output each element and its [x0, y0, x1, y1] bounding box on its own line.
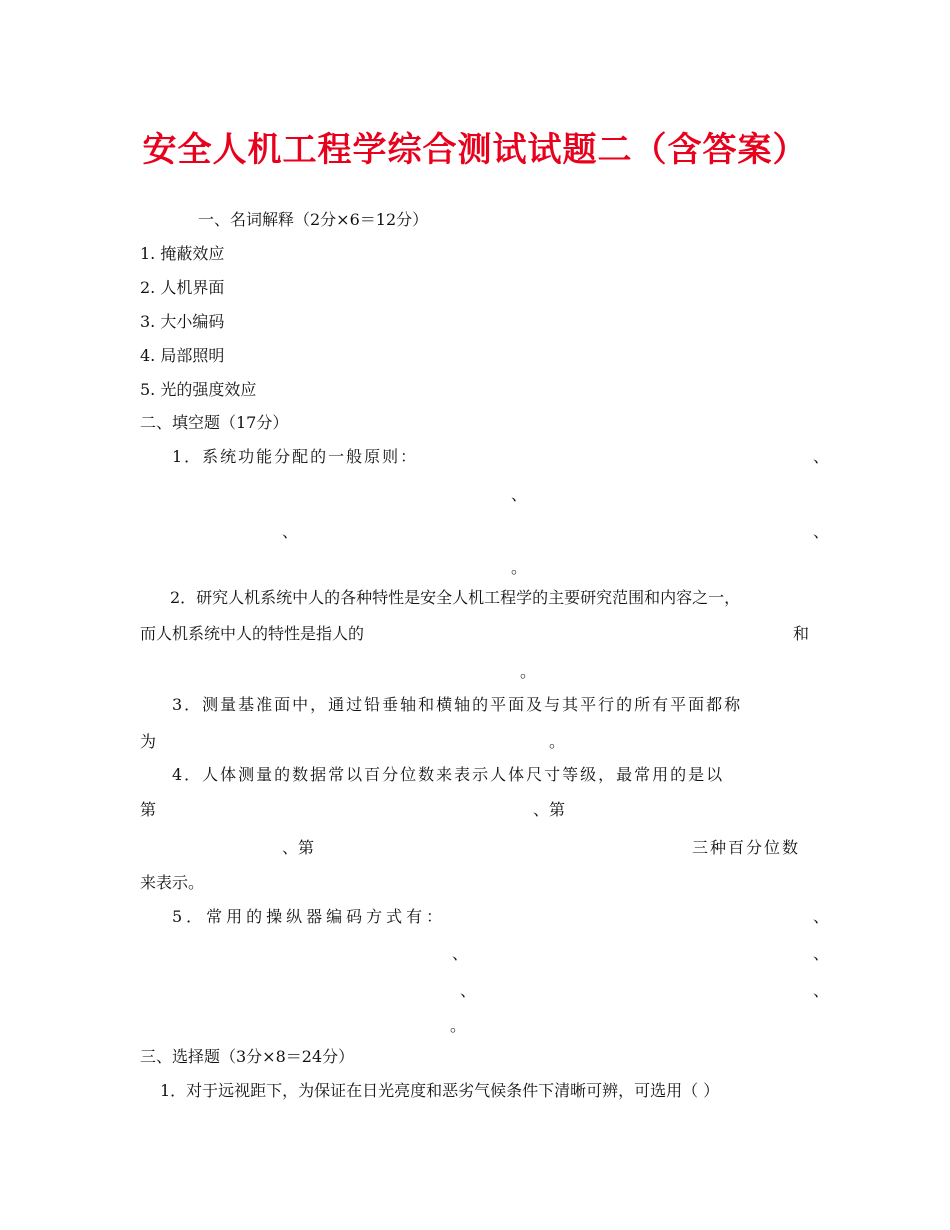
s1-item-1: 1. 掩蔽效应 — [140, 244, 225, 263]
s1-item-5: 5. 光的强度效应 — [140, 380, 257, 399]
s1-item-4: 4. 局部照明 — [140, 346, 225, 365]
s1-item-3: 3. 大小编码 — [140, 312, 225, 331]
s2-q4-line-2b: 、第 — [533, 800, 566, 819]
s2-q2-line-2: 而人机系统中人的特性是指人的 — [140, 624, 365, 643]
s2-q4-line-3a: 、第 — [282, 838, 315, 857]
s2-q2-line-1: 2．研究人机系统中人的各种特性是安全人机工程学的主要研究范围和内容之一， — [170, 588, 741, 607]
s2-q4-line-2a: 第 — [140, 800, 157, 819]
s2-q4-line-4: 来表示。 — [140, 873, 205, 892]
s2-q1-pause-4: 、 — [813, 522, 830, 541]
section-1-heading: 一、名词解释（2分×6＝12分） — [198, 210, 429, 229]
s2-q3-line-2: 为 — [140, 732, 157, 751]
s2-q5-pause-4: 、 — [460, 981, 477, 1000]
s2-q5-text: 5．常用的操纵器编码方式有： — [172, 907, 447, 926]
s2-q3-end: 。 — [549, 732, 566, 751]
s2-q5-pause-3: 、 — [813, 944, 830, 963]
section-3-heading: 三、选择题（3分×8＝24分） — [140, 1047, 355, 1066]
s2-q4-line-3b: 三种百分位数 — [692, 838, 801, 857]
s2-q3-line-1: 3．测量基准面中，通过铅垂轴和横轴的平面及与其平行的所有平面都称 — [172, 695, 743, 714]
s2-q5-pause-5: 、 — [813, 981, 830, 1000]
s2-q5-pause-1: 、 — [813, 907, 830, 926]
s2-q1-end: 。 — [511, 558, 528, 577]
s3-q1: 1．对于远视距下，为保证在日光亮度和恶劣气候条件下清晰可辨，可选用（ ） — [160, 1081, 720, 1100]
s1-item-2: 2. 人机界面 — [140, 278, 225, 297]
s2-q2-and: 和 — [793, 624, 810, 643]
s2-q5-end: 。 — [450, 1016, 467, 1035]
s2-q4-line-1: 4．人体测量的数据常以百分位数来表示人体尺寸等级，最常用的是以 — [172, 765, 725, 784]
s2-q1-pause-3: 、 — [282, 522, 299, 541]
s2-q1-text: 1．系统功能分配的一般原则： — [172, 447, 419, 466]
document-title: 安全人机工程学综合测试试题二（含答案） — [142, 130, 808, 170]
s2-q5-pause-2: 、 — [452, 944, 469, 963]
section-2-heading: 二、填空题（17分） — [140, 413, 289, 432]
s2-q2-end: 。 — [520, 662, 537, 681]
s2-q1-pause-1: 、 — [813, 447, 830, 466]
s2-q1-pause-2: 、 — [511, 485, 528, 504]
